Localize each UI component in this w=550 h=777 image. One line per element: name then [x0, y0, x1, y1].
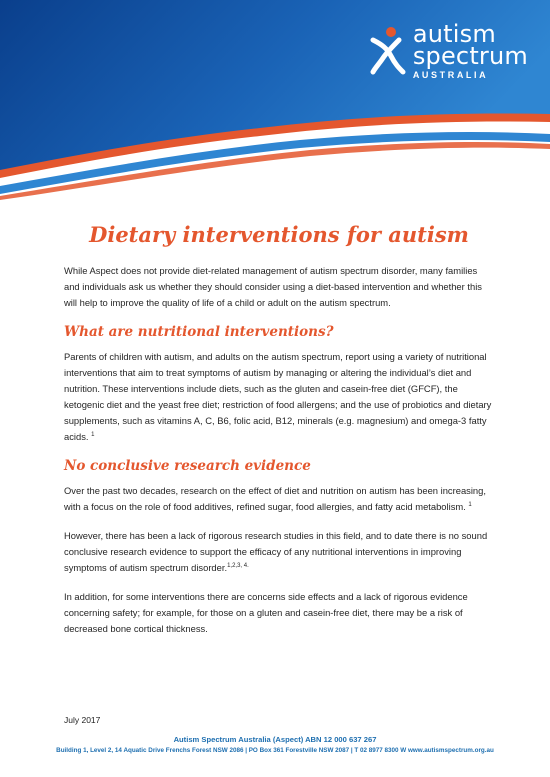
- footer-organisation: Autism Spectrum Australia (Aspect) ABN 12 000 637 267: [173, 735, 377, 744]
- research-paragraph-1: [64, 483, 494, 515]
- section-heading-nutritional: What are nutritional interventions?: [64, 324, 334, 340]
- research-paragraph-2-text: However, there has been a lack of rigorous research studies in this field, and to date there is no sound conclusive research evidence to support the efficacy of any nutritional interventions in improving symptoms of autism spectrum disorder.: [64, 530, 488, 573]
- reference-marker: 1,2,3, 4.: [227, 562, 249, 569]
- footer: [0, 735, 550, 754]
- person-x-icon: [367, 26, 407, 76]
- section-heading-research: No conclusive research evidence: [64, 458, 311, 474]
- footer-contact: Building 1, Level 2, 14 Aquatic Drive Frenchs Forest NSW 2086 | PO Box 361 Forestville NSW 2087 | T 02 8977 8300 W www.autismspectrum.org.au: [56, 747, 494, 754]
- document-title: Dietary interventions for autism: [89, 222, 469, 247]
- logo-text-australia: AUSTRALIA: [412, 70, 489, 80]
- header-banner: [0, 0, 550, 200]
- research-paragraph-1-text: Over the past two decades, research on the effect of diet and nutrition on autism has been increasing, with a focus on the role of food additives, refined sugar, food allergies, and fatty acid metabolism.: [64, 485, 486, 512]
- document-body: [64, 222, 494, 650]
- logo-text-autism: autism: [412, 20, 496, 48]
- intro-paragraph: While Aspect does not provide diet-related management of autism spectrum disorder, many families and individuals ask us whether they should consider using a diet-based intervention and whether this will help to improve the quality of life of a child or adult on the autism spectrum.: [64, 265, 482, 308]
- nutritional-paragraph: [64, 349, 494, 445]
- research-paragraph-2: [64, 528, 494, 576]
- research-paragraph-3: In addition, for some interventions there are concerns side effects and a lack of rigorous evidence concerning safety; for example, for those on a gluten and casein-free diet, there may be a risk of decreased bone cortical thickness.: [64, 591, 468, 634]
- reference-marker: 1: [468, 501, 472, 508]
- aspect-logo: [367, 22, 528, 80]
- document-date: July 2017: [64, 715, 101, 725]
- nutritional-paragraph-text: Parents of children with autism, and adults on the autism spectrum, report using a variety of nutritional interventions that aim to treat symptoms of autism by managing or altering the individual’s diet and nutrition. These interventions include diets, such as the gluten and casein-free diet (GFCF), the ketogenic diet and the yeast free diet; restriction of food allergens; and the use of probiotics and dietary supplements, such as vitamins A, C, B6, folic acid, B12, minerals (e.g. magnesium) and omega-3 fatty acids.: [64, 351, 492, 442]
- logo-text-spectrum: spectrum: [412, 42, 528, 70]
- reference-marker: 1: [91, 431, 95, 438]
